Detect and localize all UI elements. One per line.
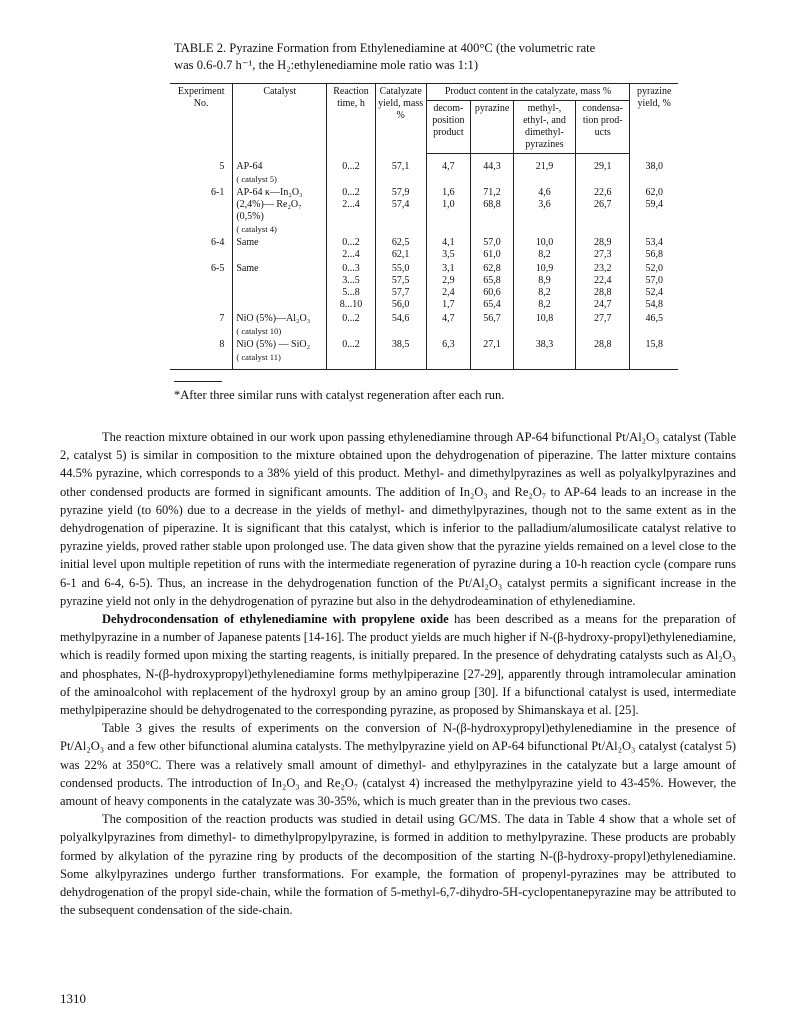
header-condensation: condensa-tion prod-ucts: [575, 101, 630, 154]
pyrazine-yield-cell: 53,4 56,8: [645, 236, 663, 260]
catalyst-name: AP-64: [236, 160, 263, 172]
alkylpyrazines-cell: 10,0 8,2: [513, 236, 575, 262]
table-caption-line-1: TABLE 2. Pyrazine Formation from Ethylenediamine at 400°C (the volumetric rate: [174, 41, 596, 55]
table-row: [170, 236, 678, 262]
pyrazine-cell: 44,3: [471, 154, 514, 186]
decomposition-cell: 4,7: [426, 154, 471, 186]
catalyst-name: NiO (5%) — SiO₂: [236, 338, 311, 350]
paragraph-2-text: has been described as a means for the preparation of methylpyrazine in a number of Japanese patents [14-16]. The product yields are much higher if N-(β-hydroxy-propyl)ethylenediamine, which is readily formed upon mixing the starting reagents, is initially prepared. In the presence of dehydrating catalysts such as Al₂O₃ and phosphates, N-(β-hydroxypropyl)ethylenediamine forms methylpiperazine [27-29], apparently through intramolecular amination of the aminoalcohol with replacement of the hydroxyl group by an amino group [30]. If a bifunctional catalyst is used, intermediate methylpiperazine should be dehydrogenated to the corresponding pyrazine, as proposed by Shimanskaya et al. [25].: [60, 612, 736, 718]
header-alkylpyrazines: methyl-, ethyl-, and dimethyl-pyrazines: [513, 101, 575, 154]
condensation-cell: 22,6 26,7: [575, 186, 630, 236]
header-catalyzate-yield: Catalyzate yield, mass %: [375, 84, 426, 154]
catalyzate-yield-cell: 55,0 57,5 57,7 56,0: [375, 262, 426, 312]
alkylpyrazines-cell: 10,9 8,9 8,2 8,2: [513, 262, 575, 312]
table-row: [170, 154, 678, 186]
catalyst-name: AP-64 κ—In₂O₃ (2,4%)— Re₂O₇ (0,5%): [236, 186, 303, 222]
pyrazine-yield-cell: 38,0: [645, 160, 663, 172]
paragraph-1: The reaction mixture obtained in our work upon passing ethylenediamine through AP-64 bifunctional Pt/Al₂O₃ catalyst (Table 2, catalyst 5) is similar in composition to the mixture obtained upon the dehydrogenation of piperazine. The latter mixture contains 44.5% pyrazine, which corresponds to a 38% yield of this product. Methyl- and dimethylpyrazines as well as polyalkylpyrazines and other condensed products are formed in significant amounts. The addition of In₂O₃ and Re₂O₇ to AP-64 leads to an increase in the pyrazine yield (to 60%) due to a decrease in the yields of methyl- and dimethylpyrazines, though not to the same extent as in the dehydrogenation of piperazine. It is significant that this catalyst, which is inferior to the palladium/alumosilicate catalyst relative to pyrazine yields, proved rather stable upon prolonged use. The data given show that the pyrazine yields remained on a level close to the initial level upon multiple repetition of runs with the intermediate regeneration of pyrazine during a 10-h reaction cycle (compare runs 6-1 and 6-4, 6-5). Thus, an increase in the dehydrogenation function of the Pt/Al₂O₃ catalyst permits a significant increase in the pyrazine yield not only in the dehydrogenation of pyrazine but also in the dehydrodeamination of ethylenediamine.: [60, 430, 736, 608]
table-body: [170, 154, 678, 370]
header-decomposition: decom-position product: [426, 101, 471, 154]
decomposition-cell: 3,1 2,9 2,4 1,7: [426, 262, 471, 312]
table-footnote: *After three similar runs with catalyst regeneration after each run.: [174, 388, 505, 402]
paragraph-2-heading: Dehydrocondensation of ethylenediamine with propylene oxide: [102, 612, 449, 627]
table-row: [170, 262, 678, 312]
catalyst-name: Same: [236, 262, 259, 274]
footnote-rule: [174, 381, 222, 382]
pyrazine-cell: 56,7: [471, 312, 514, 338]
experiment-cell: 5: [170, 154, 233, 186]
catalyzate-yield-cell: 62,5 62,1: [375, 236, 426, 262]
experiment-cell: 7: [170, 312, 233, 338]
table-row: [170, 338, 678, 370]
reaction-time-cell: 0...2: [327, 338, 376, 370]
header-pyrazine-yield: pyrazine yield, %: [630, 84, 678, 154]
page-number: 1310: [60, 991, 86, 1006]
catalyst-cell: [233, 262, 327, 312]
catalyzate-yield-cell: 38,5: [375, 338, 426, 370]
catalyst-note: ( catalyst 4): [236, 223, 277, 234]
experiment-cell: 6-1: [170, 186, 233, 236]
catalyzate-yield-cell: 54,6: [375, 312, 426, 338]
alkylpyrazines-cell: 21,9: [513, 154, 575, 186]
header-pyrazine: pyrazine: [471, 101, 514, 154]
alkylpyrazines-cell: 38,3: [513, 338, 575, 370]
catalyzate-yield-cell: 57,1: [375, 154, 426, 186]
catalyst-cell: [233, 186, 327, 236]
catalyst-name: Same: [236, 236, 259, 248]
table-caption-line-2: was 0.6-0.7 h⁻¹, the H₂:ethylenediamine mole ratio was 1:1): [174, 58, 479, 72]
reaction-time-cell: 0...3 3...5 5...8 8...10: [327, 262, 376, 312]
header-experiment: Experiment No.: [170, 84, 233, 154]
reaction-time-cell: 0...2 2...4: [327, 236, 376, 262]
paragraph-4: The composition of the reaction products was studied in detail using GC/MS. The data in Table 4 show that a whole set of polyalkylpyrazines from dimethyl- to dimethylpropylpyrazine, is formed in addition to methylpyrazine. These products are probably formed by alkylation of the pyrazine ring by products of the decomposition of the starting N-(β-hydroxy-propyl)ethylenediamine. Some alkylpyrazines undergo further transformations. For example, the formation of propenyl-pyrazines may be attributed to dehydrogenation of the propyl side-chain, while the formation of 5-methyl-6,7-dihydro-5H-cyclopentanepyrazine may be attributed to the subsequent condensation of the side-chain.: [60, 812, 736, 918]
pyrazine-cell: 62,8 65,8 60,6 65,4: [471, 262, 514, 312]
catalyzate-yield-cell: 57,9 57,4: [375, 186, 426, 236]
reaction-time-cell: 0...2: [327, 312, 376, 338]
condensation-cell: 27,7: [575, 312, 630, 338]
catalyst-cell: [233, 338, 327, 370]
header-reaction-time: Reaction time, h: [327, 84, 376, 154]
condensation-cell: 29,1: [575, 154, 630, 186]
paragraph-3: Table 3 gives the results of experiments on the conversion of N-(β-hydroxypropyl)ethylenediamine in the presence of Pt/Al₂O₃ and a few other bifunctional alumina catalysts. The methylpyrazine yield on AP-64 bifunctional Pt/Al₂O₃ catalyst (catalyst 5) was 22% at 350°C. There was a relatively small amount of dimethyl- and ethylpyrazines in the catalyzate but a large amount of condensed products. The introduction of In₂O₃ and Re₂O₇ (catalyst 4) increased the methylpyrazine yield to 43-45%. However, the amount of heavy components in the catalyzate was 30-35%, which is much greater than in the previous two cases.: [60, 721, 736, 809]
decomposition-cell: 4,7: [426, 312, 471, 338]
header-catalyst: Catalyst: [233, 84, 327, 154]
catalyst-name: NiO (5%)—Al₂O₃: [236, 312, 311, 324]
catalyst-cell: [233, 236, 327, 262]
experiment-cell: 6-4: [170, 236, 233, 262]
decomposition-cell: 1,6 1,0: [426, 186, 471, 236]
body-text: [60, 428, 736, 919]
pyrazine-yield-cell: 46,5: [645, 312, 663, 324]
decomposition-cell: 6,3: [426, 338, 471, 370]
pyrazine-table: [170, 83, 678, 370]
reaction-time-cell: 0...2 2...4: [327, 186, 376, 236]
table-row: [170, 186, 678, 236]
pyrazine-yield-cell: 52,0 57,0 52,4 54,8: [645, 262, 663, 310]
reaction-time-cell: 0...2: [327, 154, 376, 186]
header-product-content: Product content in the catalyzate, mass %: [426, 84, 630, 101]
experiment-cell: 6-5: [170, 262, 233, 312]
pyrazine-yield-cell: 62,0 59,4: [645, 186, 663, 210]
condensation-cell: 28,9 27,3: [575, 236, 630, 262]
pyrazine-cell: 27,1: [471, 338, 514, 370]
experiment-cell: 8: [170, 338, 233, 370]
paragraph-2: [60, 610, 736, 719]
condensation-cell: 28,8: [575, 338, 630, 370]
table-caption: [174, 40, 644, 74]
catalyst-note: ( catalyst 10): [236, 325, 282, 336]
table-row: [170, 312, 678, 338]
condensation-cell: 23,2 22,4 28,8 24,7: [575, 262, 630, 312]
pyrazine-cell: 71,2 68,8: [471, 186, 514, 236]
pyrazine-yield-cell: 15,8: [630, 338, 678, 370]
catalyst-cell: [233, 154, 327, 186]
decomposition-cell: 4,1 3,5: [426, 236, 471, 262]
pyrazine-cell: 57,0 61,0: [471, 236, 514, 262]
alkylpyrazines-cell: 10,8: [513, 312, 575, 338]
catalyst-note: ( catalyst 11): [236, 351, 281, 362]
alkylpyrazines-cell: 4,6 3,6: [513, 186, 575, 236]
catalyst-note: ( catalyst 5): [236, 173, 277, 184]
catalyst-cell: [233, 312, 327, 338]
